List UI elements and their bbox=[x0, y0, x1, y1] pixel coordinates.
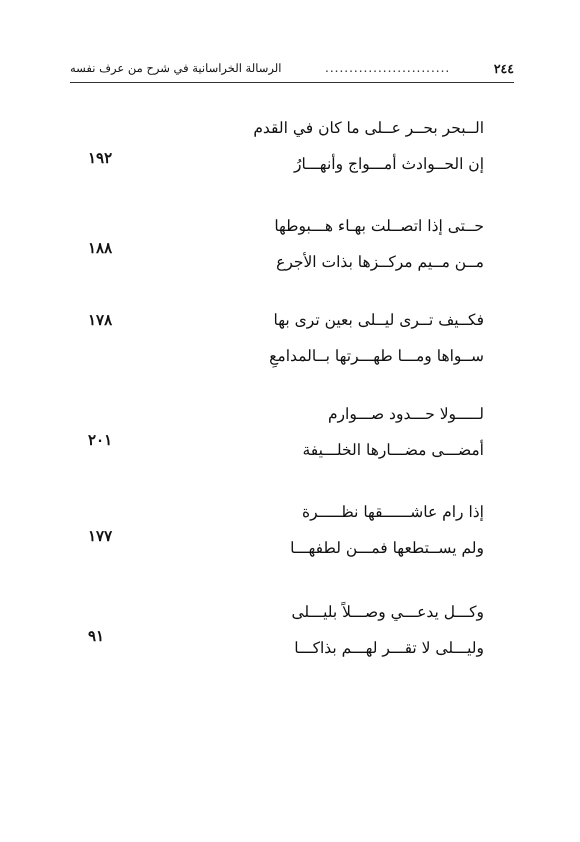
verse-entry bbox=[0, 308, 580, 384]
verse-entry bbox=[0, 500, 580, 576]
verse-reference-number: ٢٠١ bbox=[88, 431, 113, 449]
verse-first-hemistich: فكــيف تــرى ليــلى بعين ترى بها bbox=[273, 311, 484, 329]
running-header bbox=[70, 54, 514, 82]
header-leader-dots: .......................... bbox=[325, 61, 451, 75]
verse-reference-number: ١٩٢ bbox=[88, 149, 113, 167]
verse-first-hemistich: الــبحر بحــر عــلى ما كان في القدم bbox=[253, 119, 484, 137]
verse-second-hemistich: ســواها ومـــا طهـــرتها بــالمدامعِ bbox=[269, 347, 484, 365]
verse-first-hemistich: لـــــولا حـــدود صـــوارم bbox=[327, 405, 484, 423]
running-header-title: الرسالة الخراسانية في شرح من عرف نفسه bbox=[70, 61, 282, 75]
verse-entry bbox=[0, 116, 580, 192]
verse-entry bbox=[0, 600, 580, 676]
header-divider bbox=[70, 82, 514, 83]
verse-second-hemistich: ولم يســتطعها فمـــن لطفهـــا bbox=[290, 539, 484, 557]
page-number: ٢٤٤ bbox=[493, 60, 514, 76]
verse-second-hemistich: أمضـــى مضـــارها الخلـــيفة bbox=[302, 441, 484, 459]
verse-second-hemistich: مــن مــيم مركــزها بذات الأجرع bbox=[276, 253, 484, 271]
verse-second-hemistich: إن الحــوادث أمـــواج وأنهـــارُ bbox=[293, 155, 484, 173]
verse-first-hemistich: وكـــل يدعـــي وصـــلاً بليـــلى bbox=[291, 603, 484, 621]
verse-entry bbox=[0, 402, 580, 478]
verse-entry bbox=[0, 214, 580, 290]
verse-reference-number: ٩١ bbox=[88, 627, 105, 645]
verse-reference-number: ١٨٨ bbox=[88, 239, 113, 257]
verse-first-hemistich: إذا رام عاشــــــقها نظـــــرة bbox=[301, 503, 484, 521]
verse-reference-number: ١٧٧ bbox=[88, 527, 113, 545]
verse-first-hemistich: حــتى إذا اتصــلت بهـاء هـــبوطها bbox=[274, 217, 484, 235]
verse-reference-number: ١٧٨ bbox=[88, 311, 113, 329]
verse-second-hemistich: وليـــلى لا تقـــر لهـــم بذاكـــا bbox=[294, 639, 484, 657]
